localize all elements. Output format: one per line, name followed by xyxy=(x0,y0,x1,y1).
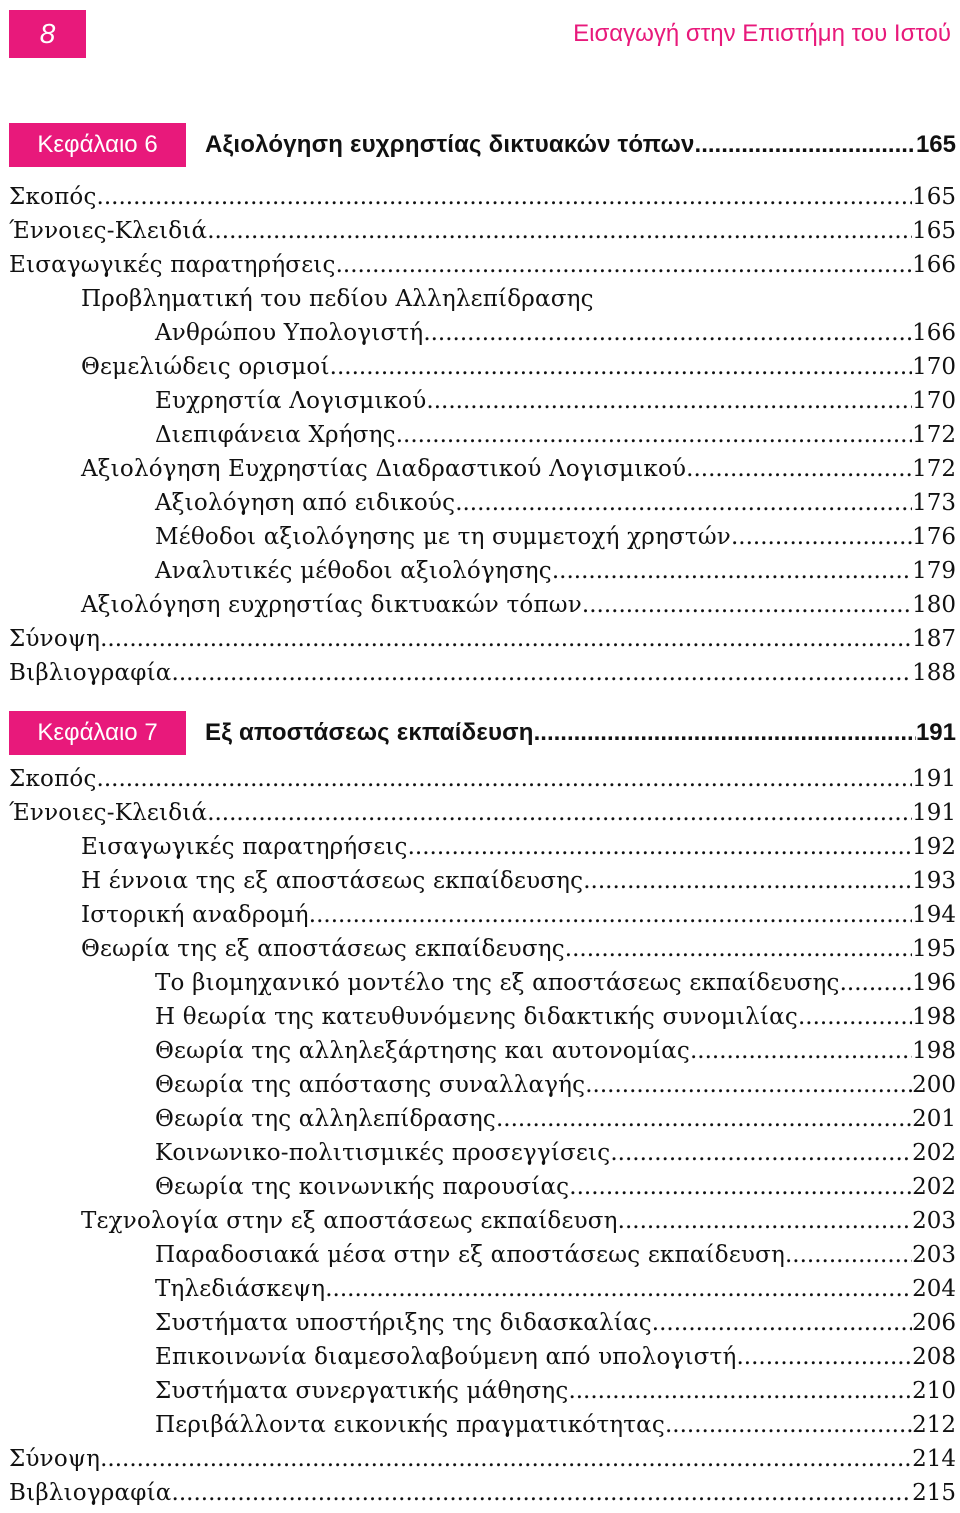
toc-entry-title: Σκοπός xyxy=(9,184,97,210)
toc-entry xyxy=(9,932,956,966)
dot-leader xyxy=(207,796,912,830)
toc-entry-page: 166 xyxy=(912,320,956,346)
dot-leader xyxy=(207,214,912,248)
toc-entry-page: 166 xyxy=(912,252,956,278)
dot-leader xyxy=(582,588,912,622)
dot-leader xyxy=(455,486,912,520)
toc-entry-page: 191 xyxy=(912,766,956,792)
toc-entry xyxy=(9,622,956,656)
toc-entry-title: Μέθοδοι αξιολόγησης με τη συμμετοχή χρηστών xyxy=(155,524,731,550)
dot-leader xyxy=(408,830,912,864)
toc-entry-title: Παραδοσιακά μέσα στην εξ αποστάσεως εκπαίδευση xyxy=(155,1242,785,1268)
toc-entry xyxy=(9,1102,956,1136)
dot-leader xyxy=(569,1170,912,1204)
toc-entry xyxy=(9,384,956,418)
dot-leader xyxy=(565,932,912,966)
dot-leader xyxy=(97,180,913,214)
toc-entry xyxy=(9,1000,956,1034)
dot-leader xyxy=(690,1034,912,1068)
toc-entry-title: Θεωρία της αλληλεξάρτησης και αυτονομίας xyxy=(155,1038,690,1064)
dot-leader xyxy=(785,1238,912,1272)
dot-leader xyxy=(396,418,912,452)
toc-entry xyxy=(9,452,956,486)
dot-leader xyxy=(798,1000,912,1034)
dot-leader xyxy=(325,1272,912,1306)
toc-entry-title: Συστήματα συνεργατικής μάθησης xyxy=(155,1378,569,1404)
toc-entry-page: 192 xyxy=(912,834,956,860)
dot-leader xyxy=(552,554,912,588)
toc-entry-title: Εισαγωγικές παρατηρήσεις xyxy=(9,252,336,278)
toc-list xyxy=(9,762,956,1510)
toc-entry-page: 172 xyxy=(912,422,956,448)
dot-leader xyxy=(652,1306,912,1340)
toc-entry xyxy=(9,762,956,796)
toc-entry xyxy=(9,1170,956,1204)
toc-entry-title: Τεχνολογία στην εξ αποστάσεως εκπαίδευση xyxy=(81,1208,618,1234)
chapter-heading xyxy=(9,123,956,167)
toc-entry xyxy=(9,656,956,690)
toc-entry-title: Έννοιες-Κλειδιά xyxy=(9,800,208,826)
toc-entry xyxy=(9,1034,956,1068)
toc-entry-page: 165 xyxy=(912,184,956,210)
dot-leader xyxy=(665,1408,912,1442)
toc-entry xyxy=(9,316,956,350)
toc-entry-title: Διεπιφάνεια Χρήσης xyxy=(155,422,396,448)
toc-entry-title: Επικοινωνία διαμεσολαβούμενη από υπολογιστή xyxy=(155,1344,737,1370)
toc-entry-title: Αξιολόγηση από ειδικούς xyxy=(155,490,456,516)
toc-entry xyxy=(9,1272,956,1306)
dot-leader xyxy=(336,248,912,282)
toc-entry-page: 200 xyxy=(912,1072,956,1098)
toc-entry-title: Αναλυτικές μέθοδοι αξιολόγησης xyxy=(155,558,552,584)
toc-entry-title: Θεμελιώδεις ορισμοί xyxy=(81,354,330,380)
toc-entry xyxy=(9,282,956,316)
toc-entry-page: 198 xyxy=(912,1038,956,1064)
dot-leader xyxy=(534,719,916,747)
toc-entry xyxy=(9,1136,956,1170)
dot-leader xyxy=(423,316,912,350)
toc-entry-page: 194 xyxy=(912,902,956,928)
dot-leader xyxy=(736,1340,912,1374)
toc-entry xyxy=(9,554,956,588)
toc-entry-page: 203 xyxy=(912,1242,956,1268)
toc-entry-page: 187 xyxy=(912,626,956,652)
toc-entry-page: 195 xyxy=(912,936,956,962)
toc-entry-title: Το βιομηχανικό μοντέλο της εξ αποστάσεως εκπαίδευσης xyxy=(155,970,840,996)
dot-leader xyxy=(172,1476,913,1510)
chapter-page: 165 xyxy=(915,131,956,158)
chapter-heading xyxy=(9,711,956,755)
toc-entry xyxy=(9,418,956,452)
chapter-title-line xyxy=(205,711,956,755)
toc-entry-title: Η θεωρία της κατευθυνόμενης διδακτικής συνομιλίας xyxy=(155,1004,798,1030)
dot-leader xyxy=(618,1204,912,1238)
toc-entry-title: Συστήματα υποστήριξης της διδασκαλίας xyxy=(155,1310,652,1336)
dot-leader xyxy=(100,1442,912,1476)
toc-entry xyxy=(9,486,956,520)
toc-entry-page: 173 xyxy=(912,490,956,516)
toc-entry-title: Ανθρώπου Υπολογιστή xyxy=(155,320,424,346)
toc-entry-page: 191 xyxy=(912,800,956,826)
toc-entry-page: 215 xyxy=(912,1480,956,1506)
toc-entry-title: Η έννοια της εξ αποστάσεως εκπαίδευσης xyxy=(81,868,584,894)
toc-entry-page: 198 xyxy=(912,1004,956,1030)
dot-leader xyxy=(686,452,912,486)
toc-entry xyxy=(9,180,956,214)
toc-entry-page: 180 xyxy=(912,592,956,618)
toc-entry-page: 202 xyxy=(912,1140,956,1166)
chapter-title: Αξιολόγηση ευχρηστίας δικτυακών τόπων xyxy=(205,131,695,158)
toc-entry xyxy=(9,1306,956,1340)
toc-entry-title: Βιβλιογραφία xyxy=(9,1480,172,1506)
toc-entry-title: Θεωρία της εξ αποστάσεως εκπαίδευσης xyxy=(81,936,565,962)
toc-entry xyxy=(9,248,956,282)
toc-entry-page: 170 xyxy=(912,354,956,380)
dot-leader xyxy=(100,622,912,656)
toc-entry-page: 176 xyxy=(912,524,956,550)
toc-entry xyxy=(9,1238,956,1272)
toc-entry xyxy=(9,1442,956,1476)
chapter-title-line xyxy=(205,123,956,167)
toc-entry xyxy=(9,350,956,384)
toc-entry xyxy=(9,520,956,554)
toc-entry xyxy=(9,1068,956,1102)
toc-entry-title: Θεωρία της απόστασης συναλλαγής xyxy=(155,1072,586,1098)
chapter-label: Κεφάλαιο 7 xyxy=(9,711,186,755)
toc-entry-page: 212 xyxy=(912,1412,956,1438)
dot-leader xyxy=(172,656,913,690)
toc-entry-title: Τηλεδιάσκεψη xyxy=(155,1276,326,1302)
dot-leader xyxy=(695,131,916,159)
toc-entry xyxy=(9,796,956,830)
dot-leader xyxy=(585,1068,912,1102)
chapter-page: 191 xyxy=(915,719,956,746)
toc-entry xyxy=(9,1408,956,1442)
toc-entry-title: Περιβάλλοντα εικονικής πραγματικότητας xyxy=(155,1412,665,1438)
toc-entry xyxy=(9,1476,956,1510)
toc-entry-page: 202 xyxy=(912,1174,956,1200)
toc-entry xyxy=(9,1340,956,1374)
toc-entry xyxy=(9,588,956,622)
page-number: 8 xyxy=(9,10,86,58)
toc-entry-title: Θεωρία της κοινωνικής παρουσίας xyxy=(155,1174,570,1200)
toc-entry xyxy=(9,830,956,864)
toc-entry-page: 188 xyxy=(912,660,956,686)
toc-list xyxy=(9,180,956,690)
toc-entry-title: Βιβλιογραφία xyxy=(9,660,172,686)
toc-entry-page: 206 xyxy=(912,1310,956,1336)
toc-entry xyxy=(9,1374,956,1408)
toc-entry-page: 210 xyxy=(912,1378,956,1404)
toc-entry-page: 172 xyxy=(912,456,956,482)
running-header-title: Εισαγωγή στην Επιστήμη του Ιστού xyxy=(573,20,951,47)
dot-leader xyxy=(97,762,913,796)
dot-leader xyxy=(496,1102,912,1136)
toc-entry-title: Σύνοψη xyxy=(9,1446,101,1472)
dot-leader xyxy=(610,1136,912,1170)
toc-entry xyxy=(9,214,956,248)
dot-leader xyxy=(583,864,912,898)
toc-entry-page: 165 xyxy=(912,218,956,244)
toc-entry-page: 201 xyxy=(912,1106,956,1132)
toc-entry-page: 204 xyxy=(912,1276,956,1302)
toc-entry-page: 196 xyxy=(912,970,956,996)
toc-entry-title: Κοινωνικο-πολιτισμικές προσεγγίσεις xyxy=(155,1140,611,1166)
toc-entry-page: 193 xyxy=(912,868,956,894)
chapter-title: Εξ αποστάσεως εκπαίδευση xyxy=(205,719,534,746)
toc-entry-page: 214 xyxy=(912,1446,956,1472)
chapter-label: Κεφάλαιο 6 xyxy=(9,123,186,167)
toc-entry-title: Αξιολόγηση ευχρηστίας δικτυακών τόπων xyxy=(81,592,582,618)
toc-entry-page: 203 xyxy=(912,1208,956,1234)
dot-leader xyxy=(840,966,912,1000)
toc-entry-title: Σκοπός xyxy=(9,766,97,792)
toc-entry-title: Έννοιες-Κλειδιά xyxy=(9,218,208,244)
toc-entry xyxy=(9,898,956,932)
toc-entry-title: Ιστορική αναδρομή xyxy=(81,902,309,928)
dot-leader xyxy=(568,1374,912,1408)
toc-entry-title: Θεωρία της αλληλεπίδρασης xyxy=(155,1106,496,1132)
toc-entry-title: Προβληματική του πεδίου Αλληλεπίδρασης xyxy=(81,286,594,312)
toc-entry-title: Ευχρηστία Λογισμικού xyxy=(155,388,427,414)
toc-entry-page: 179 xyxy=(912,558,956,584)
dot-leader xyxy=(731,520,912,554)
toc-entry-title: Αξιολόγηση Ευχρηστίας Διαδραστικού Λογισμικού xyxy=(81,456,687,482)
toc-entry xyxy=(9,864,956,898)
toc-entry-title: Σύνοψη xyxy=(9,626,101,652)
dot-leader xyxy=(426,384,912,418)
toc-entry-title: Εισαγωγικές παρατηρήσεις xyxy=(81,834,408,860)
toc-entry-page: 170 xyxy=(912,388,956,414)
toc-entry xyxy=(9,1204,956,1238)
toc-entry xyxy=(9,966,956,1000)
dot-leader xyxy=(309,898,912,932)
toc-entry-page: 208 xyxy=(912,1344,956,1370)
dot-leader xyxy=(330,350,912,384)
